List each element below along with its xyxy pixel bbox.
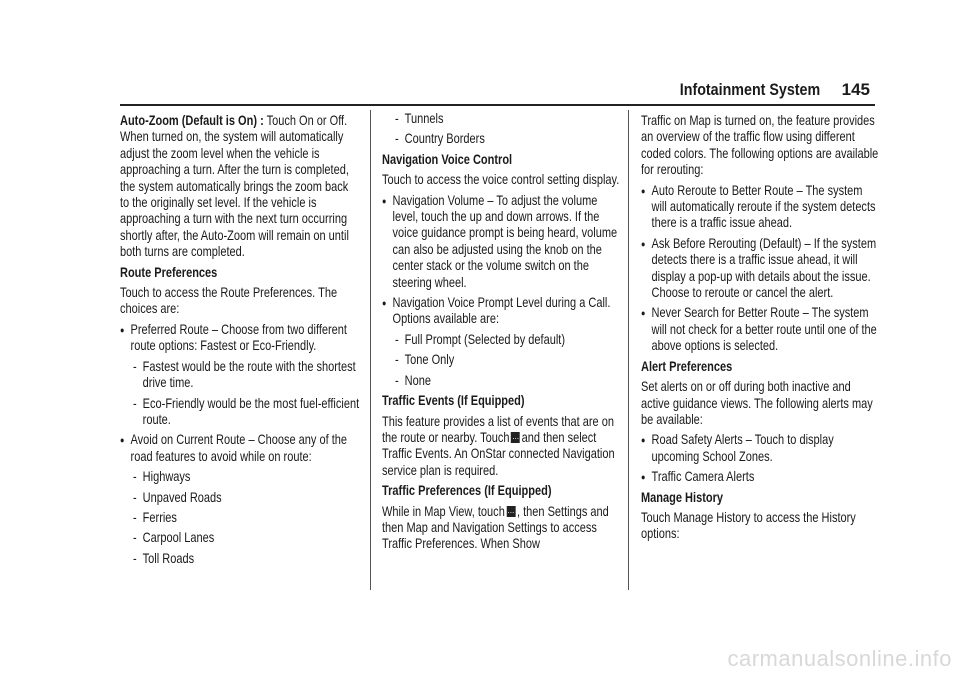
more-menu-icon [511,432,520,443]
autozoom-title: Auto-Zoom (Default is On) : [120,113,264,128]
preferred-route-item: ● Preferred Route – Choose from two different route options: Fastest or Eco-Friendly. [120,322,360,355]
traffic-events-text-a: This feature provides a list of events that are on the route or nearby. Touch [382,413,614,445]
reroute-option: ● Ask Before Rerouting (Default) – If the system detects there is a traffic issue ahead, it will display a pop-up with details about the issue. Choose to reroute or cancel the alert. [641,236,881,302]
alert-option: ● Traffic Camera Alerts [641,469,881,485]
avoid-route-item: ● Avoid on Current Route – Choose any of the road features to avoid while on route: [120,432,360,465]
manage-history-heading: Manage History [641,489,723,505]
alert-preferences-text: Set alerts on or off during both inactive and active guidance views. The following alerts may be available: [641,379,873,427]
reroute-option: ● Auto Reroute to Better Route – The system will automatically reroute if the system detects there is a traffic issue ahead. [641,183,881,232]
avoid-option: - Toll Roads [120,551,360,567]
avoid-option: - Ferries [120,510,360,526]
avoid-option: - Tunnels [382,111,622,127]
prompt-option: - None [382,373,622,389]
watermark: carmanualsonline.info [727,646,952,671]
fastest-item: - Fastest would be the route with the shortest drive time. [120,359,360,392]
alert-preferences-heading: Alert Preferences [641,358,733,374]
avoid-option: - Unpaved Roads [120,490,360,506]
traffic-events-text-b: and then select Traffic Events. An OnStar connected Navigation service plan is required. [382,429,615,478]
manage-history-text: Touch Manage History to access the History options: [641,509,856,542]
traffic-pref-text-b: , then Settings and then Map and Navigation Settings to access Traffic Preferences. When Show [382,503,609,552]
reroute-option: ● Never Search for Better Route – The system will not check for a better route until one of the above options is selected. [641,305,881,354]
traffic-continued-text: Traffic on Map is turned on, the feature provides an overview of the traffic flow using different coded colors. The following options are available for rerouting: [641,113,879,178]
column-divider [370,110,371,590]
avoid-option: - Highways [120,469,360,485]
column-3 [641,113,881,547]
traffic-preferences-text [382,504,622,553]
route-preferences-text: Touch to access the Route Preferences. The choices are: [120,285,338,317]
route-preferences-heading: Route Preferences [120,264,218,280]
prompt-option: - Tone Only [382,352,622,368]
nav-voice-heading: Navigation Voice Control [382,151,513,167]
nav-volume-item: ● Navigation Volume – To adjust the volume level, touch the up and down arrows. If the voice guidance prompt is being heard, volume can also be adjusted using the knob on the center stack or the volume switch on the steering wheel. [382,193,622,291]
section-title: Infotainment System [679,80,820,99]
column-divider [628,110,629,590]
traffic-events-text [382,414,622,480]
traffic-preferences-heading: Traffic Preferences (If Equipped) [382,483,552,499]
autozoom-text: Touch On or Off. When turned on, the system will automatically adjust the zoom level when the vehicle is approaching a turn. After the turn is completed, the system automatically brings the zoom back to the originally set level. If the vehicle is approaching a turn with the next turn occurring shortly after, the Auto-Zoom will remain on until both turns are completed. [120,113,349,260]
traffic-events-heading: Traffic Events (If Equipped) [382,393,525,409]
avoid-option: - Carpool Lanes [120,530,360,546]
avoid-option: - Country Borders [382,131,622,147]
column-2 [382,113,622,557]
prompt-option: - Full Prompt (Selected by default) [382,332,622,348]
alert-option: ● Road Safety Alerts – Touch to display upcoming School Zones. [641,432,881,465]
more-menu-icon [506,506,515,517]
prompt-level-item: ● Navigation Voice Prompt Level during a Call. Options available are: [382,295,622,328]
autozoom-paragraph [120,113,360,261]
traffic-pref-text-a: While in Map View, touch [382,503,505,519]
nav-voice-text: Touch to access the voice control setting display. [382,172,620,188]
header-rule [120,104,875,106]
column-1 [120,113,360,571]
eco-friendly-item: - Eco-Friendly would be the most fuel-efficient route. [120,396,360,429]
page-number: 145 [841,80,870,99]
